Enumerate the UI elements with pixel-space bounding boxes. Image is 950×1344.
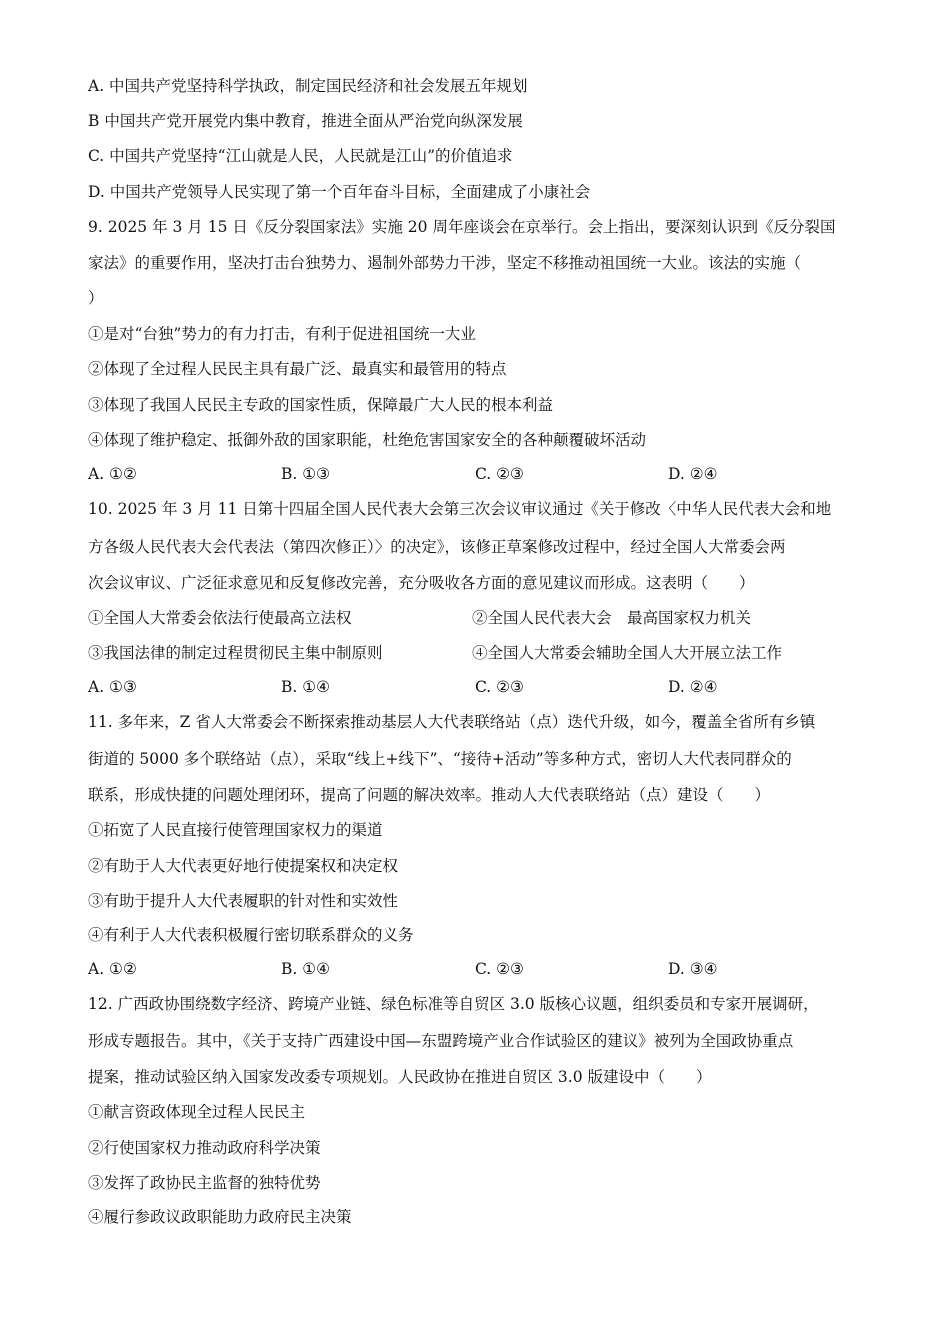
- q10-choice-d: D. ②④: [668, 678, 718, 696]
- q9-stem-line-2: 家法》的重要作用，坚决打击台独势力、遏制外部势力干涉，坚定不移推动祖国统一大业。该法的实施（: [88, 254, 802, 272]
- q11-choice-a: A. ①②: [88, 960, 137, 978]
- q12-statement-2: ②行使国家权力推动政府科学决策: [88, 1139, 321, 1157]
- q9-choice-c: C. ②③: [475, 465, 524, 483]
- q10-stem-line-3: 次会议审议、广泛征求意见和反复修改完善，充分吸收各方面的意见建议而形成。这表明（ ）: [88, 574, 755, 592]
- q10-stem-line-2: 方各级人民代表大会代表法（第四次修正）〉的决定》，该修正草案修改过程中，经过全国人大常委会两: [88, 538, 786, 556]
- q12-stem-line-2: 形成专题报告。其中，《关于支持广西建设中国—东盟跨境产业合作试验区的建议》被列为全国政协重点: [88, 1032, 794, 1050]
- q11-stem-line-1: 11. 多年来，Z 省人大常委会不断探索推动基层人大代表联络站（点）迭代升级，如今，覆盖全省所有乡镇: [88, 713, 816, 731]
- q12-stem-line-1: 12. 广西政协围绕数字经济、跨境产业链、绿色标准等自贸区 3.0 版核心议题，组织委员和专家开展调研，: [88, 995, 819, 1013]
- q9-statement-4: ④体现了维护稳定、抵御外敌的国家职能，杜绝危害国家安全的各种颠覆破坏活动: [88, 431, 647, 449]
- q10-stem-line-1: 10. 2025 年 3 月 11 日第十四届全国人民代表大会第三次会议审议通过《关于修改〈中华人民代表大会和地: [88, 500, 832, 518]
- q8-option-c: C. 中国共产党坚持“江山就是人民，人民就是江山”的价值追求: [88, 147, 513, 165]
- q10-statement-3: ③我国法律的制定过程贯彻民主集中制原则: [88, 644, 383, 662]
- q11-statement-3: ③有助于提升人大代表履职的针对性和实效性: [88, 892, 399, 910]
- q12-statement-3: ③发挥了政协民主监督的独特优势: [88, 1174, 321, 1192]
- q9-choice-a: A. ①②: [88, 465, 137, 483]
- q9-choice-b: B. ①③: [281, 465, 331, 483]
- q8-option-d: D. 中国共产党领导人民实现了第一个百年奋斗目标，全面建成了小康社会: [88, 183, 591, 201]
- q9-stem-line-1: 9. 2025 年 3 月 15 日《反分裂国家法》实施 20 周年座谈会在京举行。会上指出，要深刻认识到《反分裂国: [88, 218, 836, 236]
- q12-statement-1: ①献言资政体现全过程人民民主: [88, 1103, 306, 1121]
- q10-choice-b: B. ①④: [281, 678, 331, 696]
- q10-statement-4: ④全国人大常委会辅助全国人大开展立法工作: [472, 644, 783, 662]
- q11-choice-d: D. ③④: [668, 960, 718, 978]
- q9-statement-2: ②体现了全过程人民民主具有最广泛、最真实和最管用的特点: [88, 360, 507, 378]
- q9-statement-3: ③体现了我国人民民主专政的国家性质，保障最广大人民的根本利益: [88, 396, 554, 414]
- q8-option-b: B 中国共产党开展党内集中教育，推进全面从严治党向纵深发展: [88, 112, 523, 130]
- q10-choice-c: C. ②③: [475, 678, 524, 696]
- q10-statement-2: ②全国人民代表大会 最高国家权力机关: [472, 609, 752, 627]
- q11-statement-2: ②有助于人大代表更好地行使提案权和决定权: [88, 857, 399, 875]
- q11-statement-4: ④有利于人大代表积极履行密切联系群众的义务: [88, 926, 414, 944]
- q9-statement-1: ①是对“台独”势力的有力打击，有利于促进祖国统一大业: [88, 325, 476, 343]
- q9-stem-line-3: ）: [88, 289, 104, 307]
- q10-statement-1: ①全国人大常委会依法行使最高立法权: [88, 609, 352, 627]
- q9-choice-d: D. ②④: [668, 465, 718, 483]
- q11-stem-line-2: 街道的 5000 多个联络站（点），采取“线上+线下”、“接待+活动”等多种方式，密切人大代表同群众的: [88, 750, 792, 768]
- q10-choice-a: A. ①③: [88, 678, 137, 696]
- q12-stem-line-3: 提案，推动试验区纳入国家发改委专项规划。人民政协在推进自贸区 3.0 版建设中（ ）: [88, 1068, 712, 1086]
- q11-stem-line-3: 联系，形成快捷的问题处理闭环，提高了问题的解决效率。推动人大代表联络站（点）建设（ ）: [88, 786, 771, 804]
- q11-choice-c: C. ②③: [475, 960, 524, 978]
- q12-statement-4: ④履行参政议政职能助力政府民主决策: [88, 1208, 352, 1226]
- q11-choice-b: B. ①④: [281, 960, 331, 978]
- q11-statement-1: ①拓宽了人民直接行使管理国家权力的渠道: [88, 821, 383, 839]
- q8-option-a: A. 中国共产党坚持科学执政，制定国民经济和社会发展五年规划: [88, 77, 528, 95]
